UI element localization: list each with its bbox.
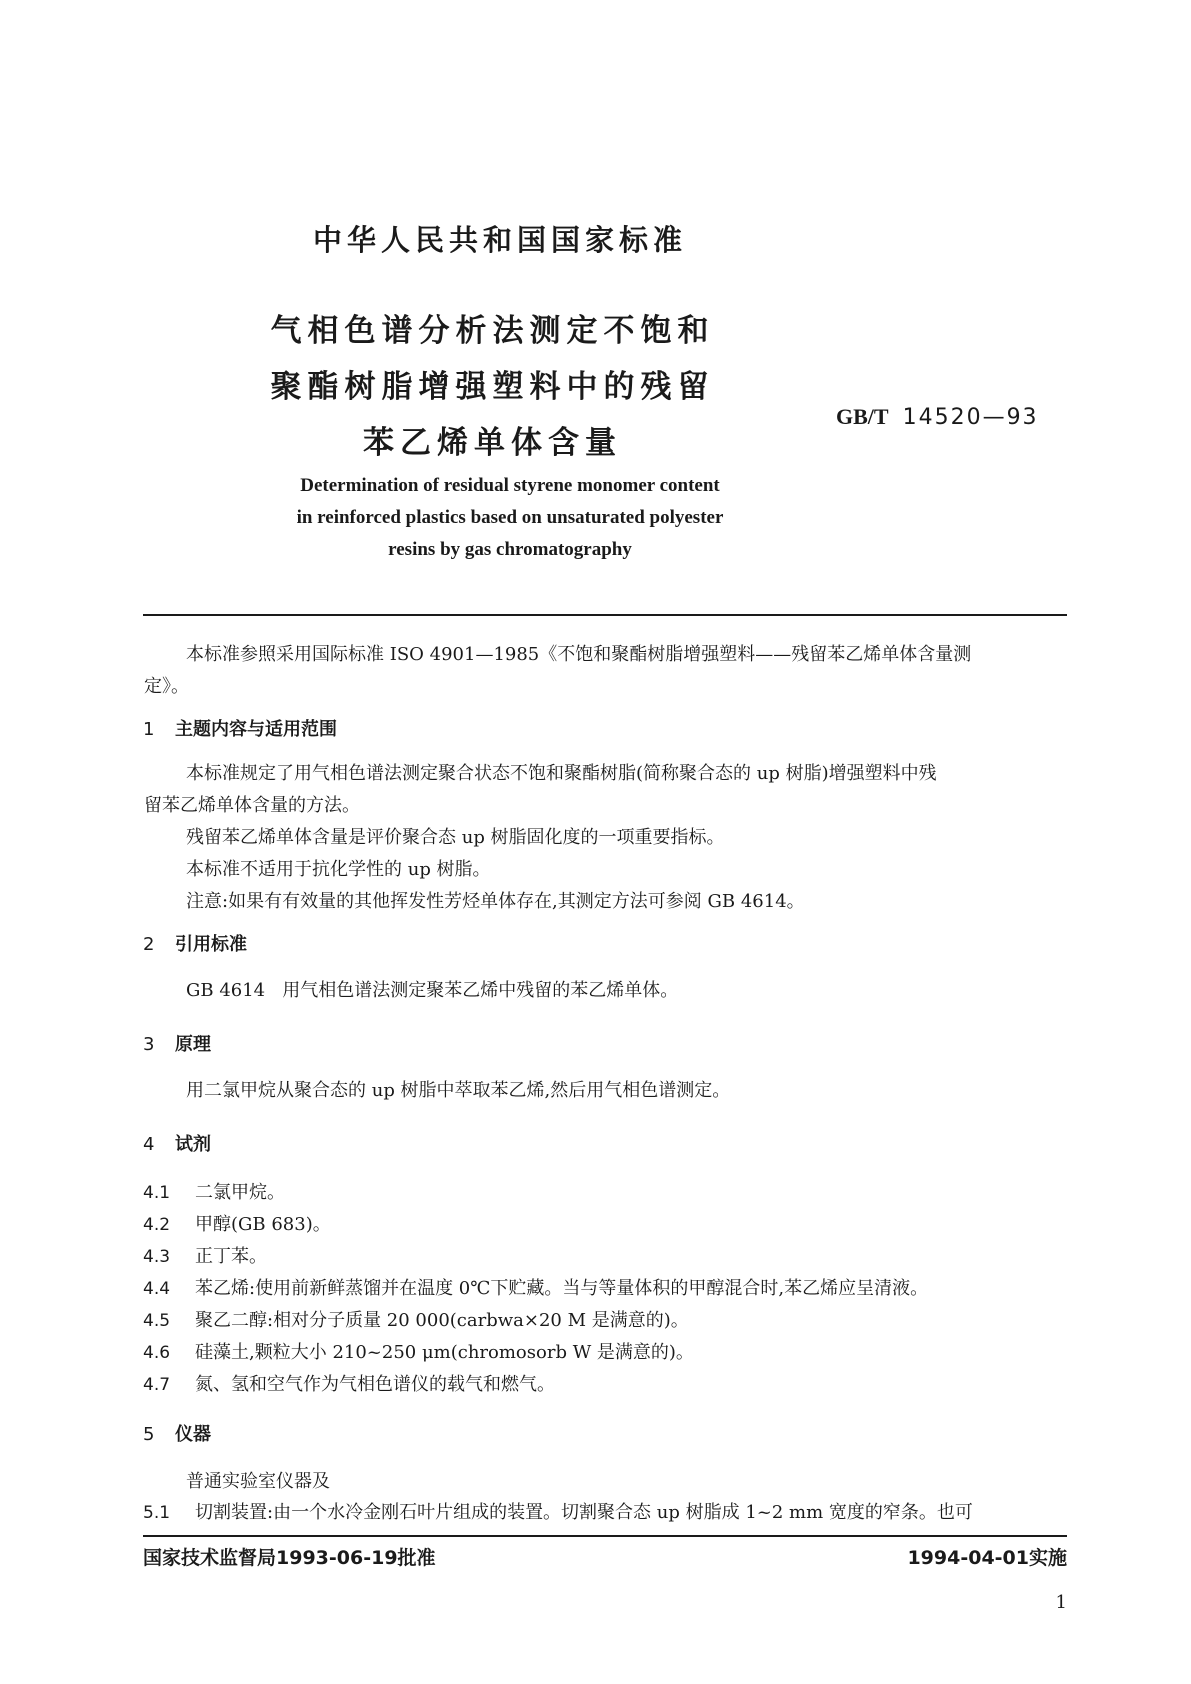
item-number: 4.3 bbox=[143, 1247, 171, 1267]
reagent-item bbox=[143, 1370, 555, 1396]
section-title: 主题内容与适用范围 bbox=[175, 719, 337, 740]
reagent-item bbox=[143, 1338, 694, 1364]
section-number: 1 bbox=[143, 719, 155, 740]
intro-line-1: 本标准参照采用国际标准 ISO 4901—1985《不饱和聚酯树脂增强塑料——残留苯乙烯单体含量测 bbox=[186, 644, 972, 665]
intro-paragraph bbox=[144, 639, 1066, 703]
section-5-heading bbox=[143, 1420, 211, 1446]
item-number: 5.1 bbox=[143, 1503, 171, 1523]
item-number: 4.1 bbox=[143, 1183, 171, 1203]
section-1-body bbox=[144, 758, 1066, 918]
item-text: 切割装置:由一个水冷金刚石叶片组成的装置。切割聚合态 up 树脂成 1~2 mm 宽度的窄条。也可 bbox=[195, 1502, 973, 1523]
title-line-3: 苯乙烯单体含量 bbox=[363, 425, 622, 461]
section-3-heading bbox=[143, 1030, 211, 1056]
section-number: 3 bbox=[143, 1034, 155, 1055]
s1-p1-line-1: 本标准规定了用气相色谱法测定聚合状态不饱和聚酯树脂(简称聚合态的 up 树脂)增强塑料中残 bbox=[186, 763, 937, 784]
section-title: 引用标准 bbox=[175, 934, 247, 955]
en-title-line-2: in reinforced plastics based on unsaturated polyester bbox=[296, 507, 724, 528]
item-text: 硅藻土,颗粒大小 210~250 μm(chromosorb W 是满意的)。 bbox=[195, 1342, 694, 1363]
item-text: 氮、氢和空气作为气相色谱仪的载气和燃气。 bbox=[195, 1374, 555, 1395]
section-1-heading bbox=[143, 715, 337, 741]
item-number: 4.6 bbox=[143, 1343, 171, 1363]
item-number: 4.5 bbox=[143, 1311, 171, 1331]
item-number: 4.2 bbox=[143, 1215, 171, 1235]
section-2-heading bbox=[143, 930, 247, 956]
reagent-item bbox=[143, 1306, 689, 1332]
item-text: 苯乙烯:使用前新鲜蒸馏并在温度 0℃下贮藏。当与等量体积的甲醇混合时,苯乙烯应呈清液。 bbox=[195, 1278, 929, 1299]
approval-date: 国家技术监督局1993-06-19批准 bbox=[143, 1547, 436, 1569]
standard-code-number: 14520—93 bbox=[902, 405, 1039, 430]
top-divider bbox=[143, 614, 1067, 616]
reagent-item bbox=[143, 1210, 331, 1236]
title-line-1: 气相色谱分析法测定不饱和 bbox=[270, 313, 715, 349]
item-number: 4.7 bbox=[143, 1375, 171, 1395]
bottom-divider bbox=[143, 1535, 1067, 1537]
intro-line-2: 定》。 bbox=[144, 676, 189, 697]
principle-text: 用二氯甲烷从聚合态的 up 树脂中萃取苯乙烯,然后用气相色谱测定。 bbox=[186, 1080, 731, 1101]
en-title-line-3: resins by gas chromatography bbox=[388, 539, 632, 560]
title-line-2: 聚酯树脂增强塑料中的残留 bbox=[270, 369, 715, 405]
s1-p3: 本标准不适用于抗化学性的 up 树脂。 bbox=[186, 859, 491, 880]
reagent-item bbox=[143, 1274, 928, 1300]
item-text: 二氯甲烷。 bbox=[195, 1182, 285, 1203]
reference-standard: GB 4614 用气相色谱法测定聚苯乙烯中残留的苯乙烯单体。 bbox=[186, 980, 679, 1001]
section-title: 原理 bbox=[175, 1034, 211, 1055]
item-text: 甲醇(GB 683)。 bbox=[195, 1214, 331, 1235]
page-number: 1 bbox=[1055, 1592, 1067, 1613]
item-number: 4.4 bbox=[143, 1279, 171, 1299]
s1-p2: 残留苯乙烯单体含量是评价聚合态 up 树脂固化度的一项重要指标。 bbox=[186, 827, 725, 848]
item-text: 正丁苯。 bbox=[195, 1246, 267, 1267]
document-title-zh bbox=[220, 303, 765, 471]
reagent-item bbox=[143, 1178, 285, 1204]
implementation-date: 1994-04-01实施 bbox=[907, 1547, 1067, 1569]
section-number: 4 bbox=[143, 1134, 155, 1155]
section-4-heading bbox=[143, 1130, 211, 1156]
section-title: 试剂 bbox=[175, 1134, 211, 1155]
section-number: 2 bbox=[143, 934, 155, 955]
document-title-en bbox=[200, 470, 820, 566]
s1-p1-line-2: 留苯乙烯单体含量的方法。 bbox=[144, 795, 360, 816]
reagent-item bbox=[143, 1242, 267, 1268]
item-text: 聚乙二醇:相对分子质量 20 000(carbwa×20 M 是满意的)。 bbox=[195, 1310, 689, 1331]
section-number: 5 bbox=[143, 1424, 155, 1445]
s1-p4: 注意:如果有有效量的其他挥发性芳烃单体存在,其测定方法可参阅 GB 4614。 bbox=[186, 891, 805, 912]
standard-code-prefix: GB/T bbox=[836, 404, 889, 429]
apparatus-item bbox=[143, 1498, 973, 1524]
section-title: 仪器 bbox=[175, 1424, 211, 1445]
standard-code bbox=[836, 404, 1039, 430]
national-standard-heading: 中华人民共和国国家标准 bbox=[312, 223, 687, 257]
en-title-line-1: Determination of residual styrene monomer content bbox=[300, 475, 720, 496]
apparatus-intro: 普通实验室仪器及 bbox=[186, 1471, 330, 1492]
